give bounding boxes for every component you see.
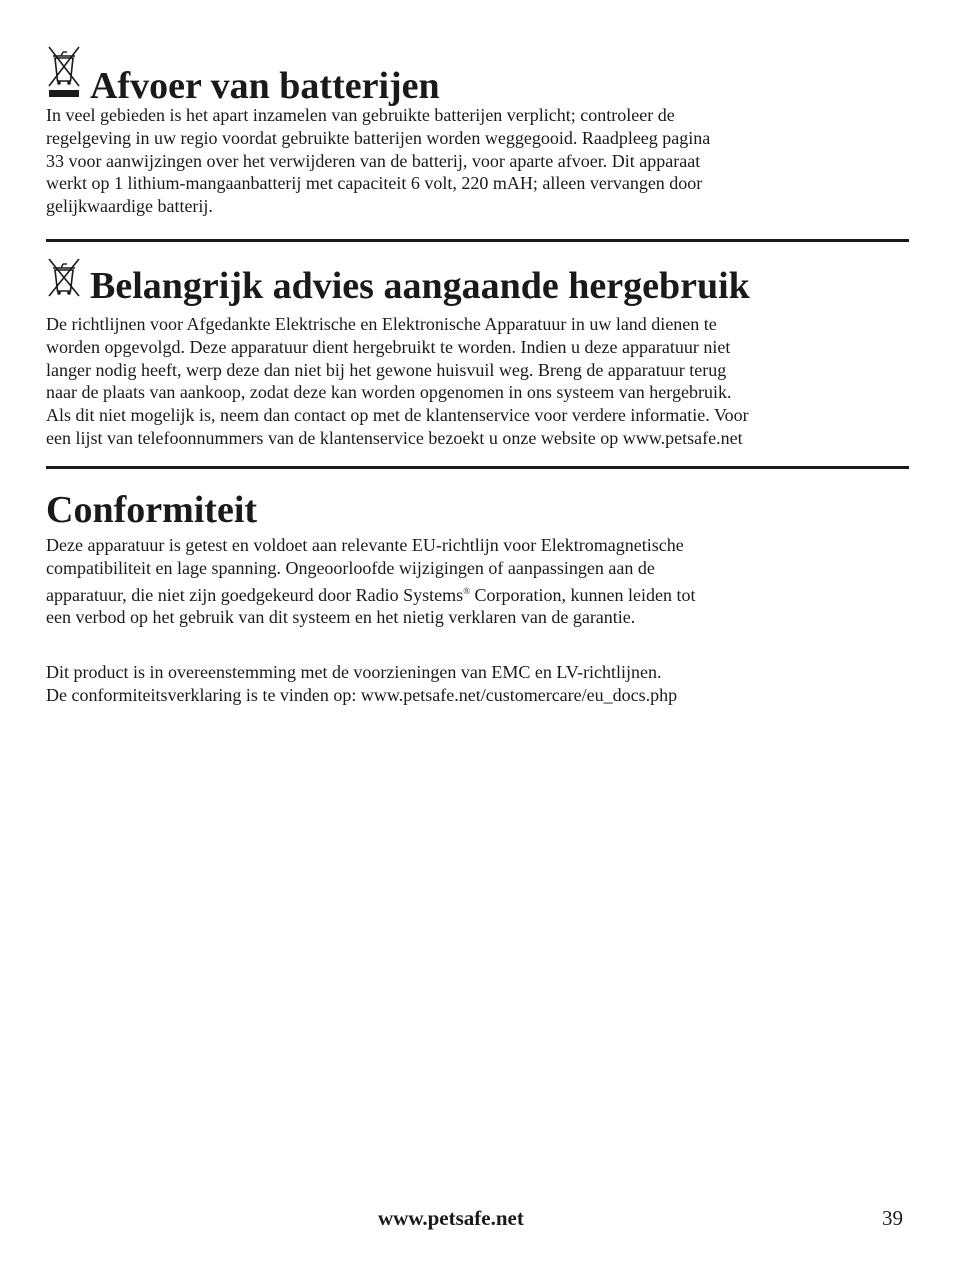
section-divider <box>46 239 909 242</box>
battery-disposal-text: In veel gebieden is het apart inzamelen van gebruikte batterijen verplicht; controleer de regelgeving in uw regio voordat gebruikte batterijen worden weggegooid. Raadpleeg pagina 33 voor aanwijzingen over het verwijderen van de batterij, voor aparte afvoer. Dit apparaat werkt op 1 lithium-mangaanbatterij met capaciteit 6 volt, 220 mAH; alleen vervangen door gelijkwaardige batterij. <box>46 105 711 217</box>
recycling-advice-title: Belangrijk advies aangaande hergebruik <box>90 265 750 307</box>
page-number: 39 <box>882 1206 903 1230</box>
crossed-out-wheelie-bin-icon <box>46 256 82 306</box>
recycling-advice-section <box>46 256 908 450</box>
section-divider <box>46 466 909 469</box>
conformity-text <box>46 534 908 629</box>
conformity-text-part-2: Corporation, kunnen leiden tot een verbod op het gebruik van dit systeem en het nietig verklaren van de garantie. <box>46 584 696 628</box>
crossed-out-wheelie-bin-with-bar-icon <box>46 44 82 106</box>
registered-trademark-symbol: ® <box>463 585 471 596</box>
battery-disposal-heading <box>46 44 908 106</box>
recycling-advice-heading <box>46 256 908 306</box>
conformity-text-part-1: Deze apparatuur is getest en voldoet aan relevante EU-richtlijn voor Elektromagnetische compatibiliteit en lage spanning. Ongeoorloofde wijzigingen of aanpassingen aan de apparatuur, die niet zijn goedgekeurd door Radio Systems <box>46 535 684 605</box>
recycling-advice-text: De richtlijnen voor Afgedankte Elektrische en Elektronische Apparatuur in uw land dienen te worden opgevolgd. Deze apparatuur dient hergebruikt te worden. Indien u deze apparatuur niet langer nodig heeft, werp deze dan niet bij het gewone huisvuil weg. Breng de apparatuur terug naar de plaats van aankoop, zodat deze kan worden opgenomen in ons systeem van hergebruik. Als dit niet mogelijk is, neem dan contact op met de klantenservice voor verdere informatie. Voor een lijst van telefoonnummers van de klantenservice bezoekt u onze website op www.petsafe.net <box>46 314 749 448</box>
conformity-heading <box>46 490 908 530</box>
conformity-title: Conformiteit <box>46 489 258 531</box>
conformity-section <box>46 490 908 707</box>
footer-website-link[interactable]: www.petsafe.net <box>378 1206 524 1230</box>
battery-disposal-title: Afvoer van batterijen <box>90 65 440 107</box>
battery-disposal-section <box>46 44 908 218</box>
conformity-declaration-text: Dit product is in overeenstemming met de voorzieningen van EMC en LV-richtlijnen. De conformiteitsverklaring is te vinden op: www.petsafe.net/customercare/eu_docs.php <box>46 662 678 705</box>
